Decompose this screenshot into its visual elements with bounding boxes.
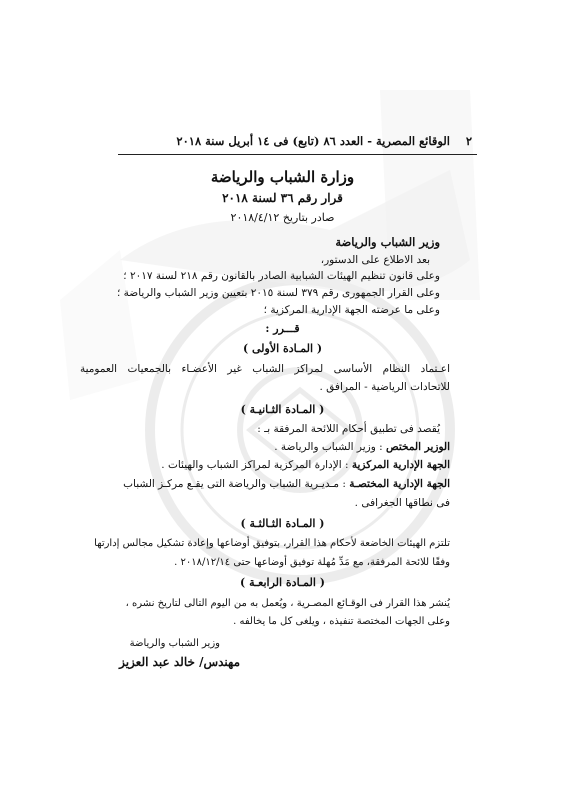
definition-3-text: : مـديـرية الشباب والرياضة التى يقـع مركـز الشباب [123,478,346,490]
article-4-line-2: وعلى الجهات المختصة تنفيذه ، ويلغى كل ما يخالفه . [233,616,450,627]
article-1-line-2: للاتحادات الرياضية - المرافق . [319,381,450,393]
signature-role: وزير الشباب والرياضة [129,638,220,649]
preamble-line-1: بعد الاطلاع على الدستور، [320,254,430,266]
decides-heading: قـــرر : [265,322,300,335]
preamble-line-3: وعلى القرار الجمهورى رقم ٣٧٩ لسنة ٢٠١٥ بتعيين وزير الشباب والرياضة ؛ [116,287,440,299]
article-1-line-1: اعـتماد النظام الأساسى لمراكز الشباب غير الأعضـاء بالجمعيات العمومية [80,363,450,375]
preamble-line-2: وعلى قانون تنظيم الهيئات الشبابية الصادر بالقانون رقم ٢١٨ لسنة ٢٠١٧ ؛ [123,270,440,282]
article-3-title: ( المـادة الثـالثـة ) [240,517,325,530]
article-3-line-1: تلتزم الهيئات الخاضعة لأحكام هذا القرار، بتوفيق أوضاعها وإعادة تشكيل مجالس إدارتها [94,538,450,549]
definition-1 [80,441,450,453]
definition-3 [80,478,450,490]
definition-2 [80,459,450,471]
article-2-title: ( المـادة الثـانيـة ) [240,403,325,416]
definition-1-text: : وزير الشباب والرياضة . [274,441,383,453]
article-4-title: ( المـادة الرابعـة ) [240,576,325,589]
issue-date: صادر بتاريخ ٢٠١٨/٤/١٢ [230,211,335,224]
definition-2-term: الجهة الإدارية المركزية [351,459,450,471]
definition-3-term: الجهة الإدارية المختصـة [349,478,450,490]
header-divider [118,154,477,155]
preamble-line-4: وعلى ما عرضته الجهة الإدارية المركزية ؛ [263,304,440,316]
running-header [118,134,472,148]
signature-name: مهندس/ خالد عبد العزيز [119,655,240,669]
definition-2-text: : الإدارة المركزية لمراكز الشباب والهيئات . [161,459,349,471]
definition-1-term: الوزير المختص [386,441,450,453]
article-2-intro: يُقصد فى تطبيق أحكام اللائحة المرفقة بـ : [257,423,440,435]
article-4-line-1: يُنشر هذا القرار فى الوقـائع المصـرية ، ويُعمل به من اليوم التالى لتاريخ نشره ، [125,598,450,609]
definition-3-continued: فى نطاقها الجغرافى . [354,497,450,509]
page-number: ٢ [465,134,472,148]
running-title: الوقائع المصرية - العدد ٨٦ (تابع) فى ١٤ أبريل سنة ٢٠١٨ [176,134,450,148]
ministry-title: وزارة الشباب والرياضة [210,168,355,186]
decree-number: قرار رقم ٣٦ لسنة ٢٠١٨ [222,191,343,205]
issuer: وزير الشباب والرياضة [335,235,440,249]
article-3-line-2: وفقًا للائحة المرفقة، مع مَدِّ مُهلة توفيق أوضاعها حتى ٢٠١٨/١٢/١٤ . [174,557,450,568]
article-1-title: ( المـادة الأولى ) [242,342,323,355]
